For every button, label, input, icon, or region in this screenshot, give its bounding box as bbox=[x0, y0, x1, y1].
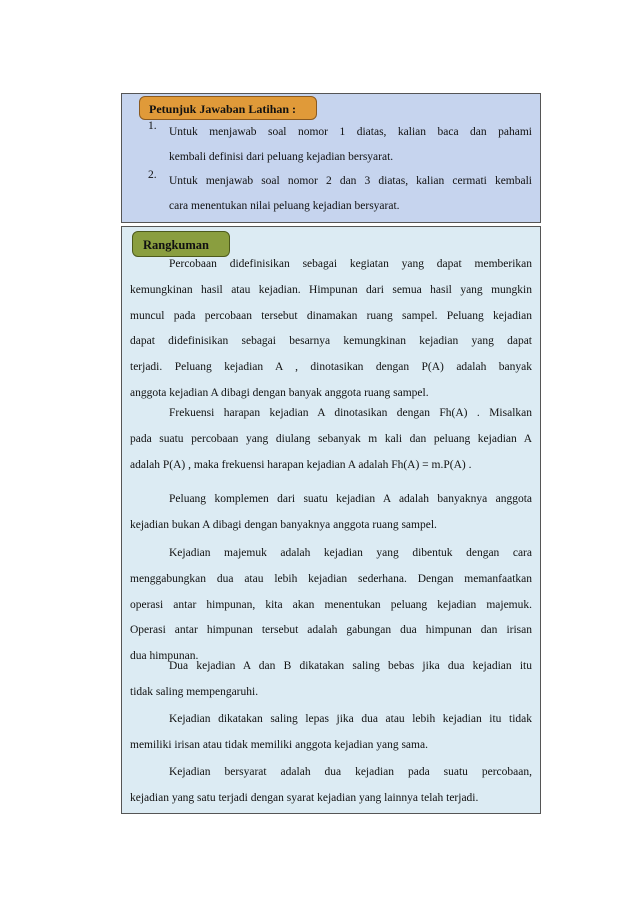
petunjuk-item bbox=[148, 120, 532, 169]
text-line: tidak saling mempengaruhi. bbox=[130, 685, 259, 698]
paragraph-frekuensi bbox=[130, 401, 532, 478]
text-line: dua himpunan. bbox=[130, 650, 199, 663]
item-line: Untuk menjawab soal nomor 1 diatas, kalian baca dan pahami bbox=[169, 126, 532, 138]
paragraph-percobaan bbox=[130, 252, 532, 407]
text-line: anggota kejadian A dibagi dengan banyak anggota ruang sampel. bbox=[130, 386, 429, 399]
petunjuk-list bbox=[148, 120, 532, 218]
text-line: Frekuensi harapan kejadian A dinotasikan dengan Fh(A) . Misalkan bbox=[169, 407, 532, 419]
paragraph-komplemen bbox=[130, 487, 532, 539]
petunjuk-item bbox=[148, 169, 532, 218]
text-line: kemungkinan hasil atau kejadian. Himpunan dari semua hasil yang mungkin bbox=[130, 283, 532, 296]
text-line: Dua kejadian A dan B dikatakan saling bebas jika dua kejadian itu bbox=[169, 660, 532, 672]
text-line: dapat didefinisikan sebagai besarnya kemungkinan kejadian yang dapat bbox=[130, 335, 532, 348]
text-line: Kejadian bersyarat adalah dua kejadian pada suatu percobaan, bbox=[169, 766, 532, 778]
item-number: 2. bbox=[148, 169, 157, 181]
text-line: Kejadian majemuk adalah kejadian yang dibentuk dengan cara bbox=[169, 547, 532, 559]
text-line: terjadi. Peluang kejadian A , dinotasikan dengan P(A) adalah banyak bbox=[130, 361, 532, 374]
text-line: operasi antar himpunan, kita akan menentukan peluang kejadian majemuk. bbox=[130, 598, 532, 611]
item-line: Untuk menjawab soal nomor 2 dan 3 diatas, kalian cermati kembali bbox=[169, 175, 532, 187]
text-line: Kejadian dikatakan saling lepas jika dua atau lebih kejadian itu tidak bbox=[169, 713, 532, 725]
petunjuk-title: Petunjuk Jawaban Latihan : bbox=[139, 96, 317, 120]
text-line: Peluang komplemen dari suatu kejadian A adalah banyaknya anggota bbox=[169, 493, 532, 505]
text-line: memiliki irisan atau tidak memiliki anggota kejadian yang sama. bbox=[130, 738, 428, 751]
rangkuman-title: Rangkuman bbox=[132, 231, 230, 257]
text-line: Operasi antar himpunan tersebut adalah gabungan dua himpunan dan irisan bbox=[130, 624, 532, 637]
text-line: adalah P(A) , maka frekuensi harapan kejadian A adalah Fh(A) = m.P(A) . bbox=[130, 458, 472, 471]
paragraph-lepas bbox=[130, 707, 532, 759]
text-line: Percobaan didefinisikan sebagai kegiatan yang dapat memberikan bbox=[169, 258, 532, 270]
item-line: cara menentukan nilai peluang kejadian bersyarat. bbox=[169, 199, 400, 212]
paragraph-bebas bbox=[130, 654, 532, 706]
text-line: muncul pada percobaan tersebut dinamakan ruang sampel. Peluang kejadian bbox=[130, 309, 532, 322]
item-number: 1. bbox=[148, 120, 157, 132]
item-line: kembali definisi dari peluang kejadian bersyarat. bbox=[169, 150, 394, 163]
text-line: menggabungkan dua atau lebih kejadian sederhana. Dengan memanfaatkan bbox=[130, 572, 532, 585]
paragraph-majemuk bbox=[130, 541, 532, 670]
text-line: kejadian yang satu terjadi dengan syarat kejadian yang lainnya telah terjadi. bbox=[130, 791, 479, 804]
text-line: pada suatu percobaan yang diulang sebanyak m kali dan peluang kejadian A bbox=[130, 432, 532, 445]
paragraph-bersyarat bbox=[130, 760, 532, 812]
text-line: kejadian bukan A dibagi dengan banyaknya anggota ruang sampel. bbox=[130, 518, 437, 531]
